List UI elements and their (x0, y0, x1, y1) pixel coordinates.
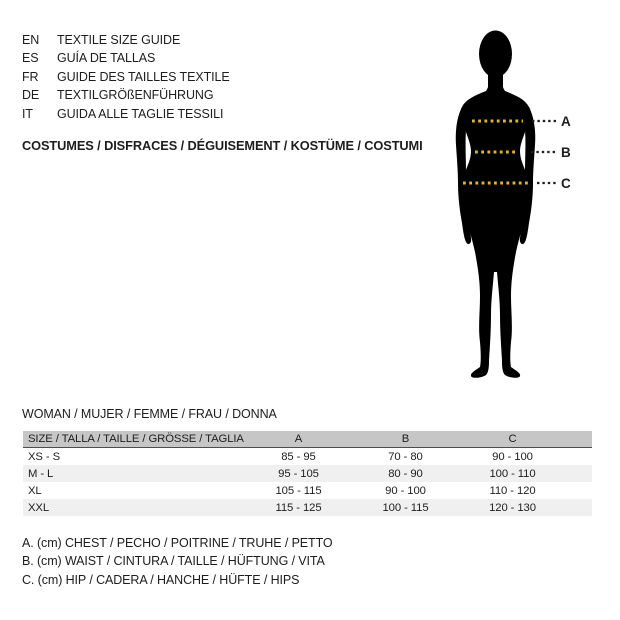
filler-cell (566, 499, 592, 516)
filler-cell (566, 465, 592, 482)
language-code: FR (22, 69, 39, 84)
waist-cell: 90 - 100 (385, 484, 426, 497)
table-row-xl (23, 482, 592, 499)
filler-cell (566, 448, 592, 466)
table-row-xs-s (23, 448, 592, 466)
filler-cell (566, 482, 592, 499)
marker-label-b: B (561, 145, 571, 160)
waist-cell: 80 - 90 (352, 465, 459, 482)
size-cell: M - L (23, 465, 245, 482)
category-title: COSTUMES / DISFRACES / DÉGUISEMENT / KOSTÜME / COSTUMI (22, 138, 423, 153)
language-row-de (22, 86, 230, 104)
language-label: GUIDE DES TAILLES TEXTILE (57, 69, 230, 84)
chest-cell: 95 - 105 (245, 465, 352, 482)
silhouette-body (460, 80, 532, 378)
language-guide-list (22, 31, 230, 123)
size-table-header-filler (566, 431, 592, 448)
chest-cell: 85 - 95 (281, 450, 316, 463)
section-title-woman: WOMAN / MUJER / FEMME / FRAU / DONNA (22, 407, 277, 421)
size-cell: XS - S (28, 450, 61, 463)
language-code: IT (22, 106, 33, 121)
language-row-es (22, 49, 230, 67)
size-table-header-a: A (245, 431, 352, 448)
woman-silhouette (456, 31, 536, 378)
language-label: GUIDA ALLE TAGLIE TESSILI (57, 106, 224, 121)
size-table-header-b: B (352, 431, 459, 448)
size-table-header-row (23, 431, 592, 448)
chest-cell: 115 - 125 (245, 499, 352, 516)
size-table (23, 431, 592, 516)
waist-cell: 70 - 80 (388, 450, 423, 463)
language-label: TEXTILGRÖßENFÜHRUNG (57, 88, 214, 103)
size-table-header-size: SIZE / TALLA / TAILLE / GRÖSSE / TAGLIA (23, 431, 245, 448)
hip-cell: 110 - 120 (489, 484, 536, 497)
measurement-notes (22, 534, 333, 589)
language-code: ES (22, 51, 39, 66)
language-row-fr (22, 68, 230, 86)
language-label: TEXTILE SIZE GUIDE (57, 33, 181, 47)
note-chest: A. (cm) CHEST / PECHO / POITRINE / TRUHE / PETTO (22, 536, 333, 550)
hip-cell: 100 - 110 (459, 465, 566, 482)
language-row-it (22, 105, 230, 123)
waist-cell: 100 - 115 (352, 499, 459, 516)
woman-silhouette-figure (420, 20, 620, 410)
size-cell: XL (28, 484, 42, 497)
size-cell: XXL (23, 499, 245, 516)
chest-cell: 105 - 115 (275, 484, 322, 497)
size-table-header-c: C (459, 431, 566, 448)
language-row-en (22, 31, 230, 49)
table-row-xxl (23, 499, 592, 516)
language-code: EN (22, 33, 40, 47)
hip-cell: 120 - 130 (459, 499, 566, 516)
marker-label-c: C (561, 176, 571, 191)
note-hip: C. (cm) HIP / CADERA / HANCHE / HÜFTE / HIPS (22, 572, 300, 587)
language-label: GUÍA DE TALLAS (57, 51, 156, 66)
table-row-m-l (23, 465, 592, 482)
note-waist: B. (cm) WAIST / CINTURA / TAILLE / HÜFTUNG / VITA (22, 554, 325, 569)
language-code: DE (22, 88, 40, 103)
hip-cell: 90 - 100 (492, 450, 533, 463)
marker-label-a: A (561, 114, 571, 129)
